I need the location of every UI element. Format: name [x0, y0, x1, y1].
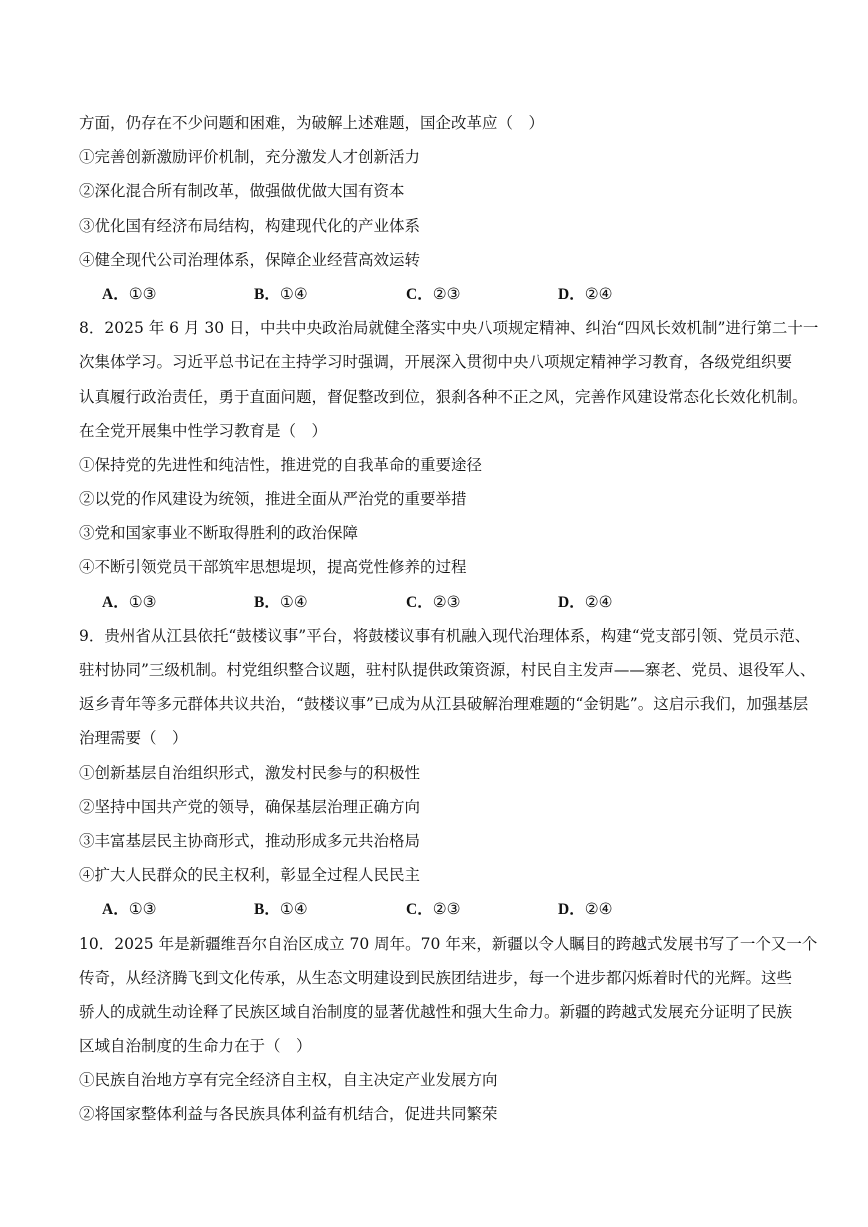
question-9-item-3: ③丰富基层民主协商形式，推动形成多元共治格局	[79, 831, 421, 850]
question-10-stem-line: 传奇，从经济腾飞到文化传承，从生态文明建设到民族团结进步，每一个进步都闪烁着时代的光辉。这些	[79, 968, 793, 987]
question-9-stem-line: 治理需要（ ）	[79, 729, 188, 748]
option-b-value: ①④	[279, 900, 308, 919]
option-a-value: ①③	[128, 900, 157, 919]
question-8-item-1: ①保持党的先进性和纯洁性，推进党的自我革命的重要途径	[79, 455, 483, 474]
option-a-letter: A．	[102, 593, 129, 611]
exam-page	[79, 106, 819, 1132]
option-d[interactable]	[558, 585, 710, 619]
option-b-letter: B．	[254, 901, 280, 919]
option-c-value: ②③	[432, 284, 461, 303]
option-d-value: ②④	[584, 900, 613, 919]
option-d-value: ②④	[584, 592, 613, 611]
option-c-letter: C．	[406, 901, 433, 919]
option-b[interactable]	[254, 892, 406, 926]
option-a-value: ①③	[128, 592, 157, 611]
question-7-item-2: ②深化混合所有制改革，做强做优做大国有资本	[79, 182, 405, 201]
question-10-item-1: ①民族自治地方享有完全经济自主权，自主决定产业发展方向	[79, 1071, 498, 1090]
option-a-value: ①③	[128, 284, 157, 303]
question-8-stem-line: 次集体学习。习近平总书记在主持学习时强调，开展深入贯彻中央八项规定精神学习教育，各级党组织要	[79, 353, 793, 372]
option-a[interactable]	[102, 585, 254, 619]
option-d[interactable]	[558, 277, 710, 311]
question-9-stem-line: 9．贵州省从江县依托“鼓楼议事”平台，将鼓楼议事有机融入现代治理体系，构建“党支部引领、党员示范、	[79, 626, 811, 645]
option-a-letter: A．	[102, 285, 129, 303]
option-b-value: ①④	[279, 284, 308, 303]
option-c[interactable]	[406, 585, 558, 619]
option-b-letter: B．	[254, 593, 280, 611]
option-d-letter: D．	[558, 285, 585, 303]
question-8-options	[79, 585, 794, 619]
question-9-stem-line: 返乡青年等多元群体共议共治，“鼓楼议事”已成为从江县破解治理难题的“金钥匙”。这启示我们，加强基层	[79, 695, 809, 714]
option-c-letter: C．	[406, 285, 433, 303]
question-8-item-2: ②以党的作风建设为统领，推进全面从严治党的重要举措	[79, 490, 467, 509]
question-9-item-1: ①创新基层自治组织形式，激发村民参与的积极性	[79, 763, 421, 782]
option-c-value: ②③	[432, 900, 461, 919]
question-8-stem-line: 8．2025 年 6 月 30 日，中共中央政治局就健全落实中央八项规定精神、纠治“四风长效机制”进行第二十一	[79, 319, 819, 338]
question-8-stem-line: 认真履行政治责任，勇于直面问题，督促整改到位，狠刹各种不正之风，完善作风建设常态化长效化机制。	[79, 387, 808, 406]
question-10-stem-line: 区域自治制度的生命力在于（ ）	[79, 1037, 312, 1056]
option-d-letter: D．	[558, 593, 585, 611]
question-9-stem-line: 驻村协同”三级机制。村党组织整合议题，驻村队提供政策资源，村民自主发声——寨老、党员、退役军人、	[79, 661, 816, 679]
option-d-value: ②④	[584, 284, 613, 303]
option-d[interactable]	[558, 892, 710, 926]
question-9-item-2: ②坚持中国共产党的领导，确保基层治理正确方向	[79, 797, 421, 816]
question-10-item-2: ②将国家整体利益与各民族具体利益有机结合，促进共同繁荣	[79, 1105, 498, 1124]
question-7-item-4: ④健全现代公司治理体系，保障企业经营高效运转	[79, 250, 421, 269]
option-b[interactable]	[254, 277, 406, 311]
option-a[interactable]	[102, 892, 254, 926]
option-b-value: ①④	[279, 592, 308, 611]
question-8-item-4: ④不断引领党员干部筑牢思想堤坝，提高党性修养的过程	[79, 558, 467, 577]
question-9-item-4: ④扩大人民群众的民主权利，彰显全过程人民民主	[79, 866, 421, 885]
option-a[interactable]	[102, 277, 254, 311]
option-c-value: ②③	[432, 592, 461, 611]
option-b[interactable]	[254, 585, 406, 619]
option-c-letter: C．	[406, 593, 433, 611]
question-8-item-3: ③党和国家事业不断取得胜利的政治保障	[79, 524, 359, 543]
question-7-item-1: ①完善创新激励评价机制，充分激发人才创新活力	[79, 148, 421, 167]
question-7-item-3: ③优化国有经济布局结构，构建现代化的产业体系	[79, 216, 421, 235]
question-7-options	[79, 277, 794, 311]
option-d-letter: D．	[558, 901, 585, 919]
question-8-stem-line: 在全党开展集中性学习教育是（ ）	[79, 421, 328, 440]
option-c[interactable]	[406, 892, 558, 926]
option-a-letter: A．	[102, 901, 129, 919]
option-c[interactable]	[406, 277, 558, 311]
question-7-stem-tail: 方面，仍存在不少问题和困难，为破解上述难题，国企改革应（ ）	[79, 114, 545, 132]
option-b-letter: B．	[254, 285, 280, 303]
question-10-stem-line: 骄人的成就生动诠释了民族区域自治制度的显著优越性和强大生命力。新疆的跨越式发展充分证明了民族	[79, 1002, 793, 1021]
question-10-stem-line: 10．2025 年是新疆维吾尔自治区成立 70 周年。70 年来，新疆以令人瞩目的跨越式发展书写了一个又一个	[79, 934, 818, 953]
question-9-options	[79, 892, 794, 926]
